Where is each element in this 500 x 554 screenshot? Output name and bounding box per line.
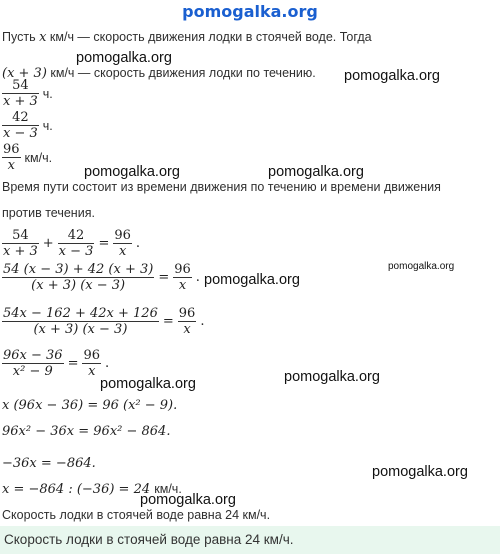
time-downstream-fraction	[2, 78, 39, 109]
equation-3	[2, 306, 204, 337]
watermark: pomogalka.org	[372, 464, 468, 480]
equation-5: x (96x − 36) = 96 (x² − 9).	[2, 398, 178, 413]
watermark: pomogalka.org	[204, 272, 300, 288]
intro-pre: Пусть	[2, 30, 36, 44]
equation-2	[2, 262, 200, 293]
fraction-result	[113, 228, 132, 259]
fraction-b	[58, 228, 95, 259]
answer-text: Скорость лодки в стоячей воде равна 24 км/ч.	[4, 532, 294, 547]
time-upstream-fraction	[2, 110, 39, 141]
intro-line	[2, 30, 372, 45]
fraction-numerator: 96	[178, 306, 196, 321]
fraction-result	[173, 262, 192, 293]
fraction-denominator: x	[183, 322, 191, 337]
fraction-numerator: 96	[83, 348, 101, 363]
fraction-numerator: 54 (x − 3) + 42 (x + 3)	[3, 262, 154, 277]
fraction-denominator: (x + 3) (x − 3)	[33, 322, 128, 337]
watermark: pomogalka.org	[344, 68, 440, 84]
intro-post: км/ч — скорость движения лодки в стоячей воде. Тогда	[49, 30, 372, 44]
fraction-expanded	[2, 306, 159, 337]
watermark: pomogalka.org	[100, 376, 196, 392]
fraction-result	[178, 306, 197, 337]
fraction-denominator: x − 3	[3, 126, 38, 141]
equation-4	[2, 348, 109, 379]
equals-sign: =	[98, 236, 110, 251]
intro-var: x	[39, 30, 47, 45]
time-downstream	[2, 78, 53, 109]
watermark: pomogalka.org	[268, 164, 364, 180]
fraction-simplified	[2, 348, 64, 379]
fraction-numerator: 54x − 162 + 42x + 126	[3, 306, 158, 321]
watermark: pomogalka.org	[388, 261, 455, 272]
fraction-numerator: 96	[3, 142, 20, 157]
watermark: pomogalka.org	[76, 50, 172, 66]
time-unit: км/ч.	[24, 150, 53, 165]
fraction-numerator: 42	[58, 228, 95, 244]
fraction-denominator: x + 3	[3, 94, 38, 109]
equation-8-expr: x = −864 : (−36) = 24	[2, 482, 151, 497]
equation-1	[2, 228, 140, 259]
fraction-numerator: 54	[2, 228, 39, 244]
fraction-denominator: x	[118, 244, 127, 259]
period: .	[105, 356, 110, 371]
fraction-combined	[2, 262, 154, 293]
downstream-text: км/ч — скорость движения лодки по течению.	[50, 66, 316, 80]
time-unit: ч.	[42, 86, 53, 101]
period: .	[135, 236, 141, 251]
fraction-denominator: x² − 9	[12, 364, 53, 379]
equals-sign: =	[158, 270, 170, 285]
period: .	[195, 270, 200, 285]
fraction-denominator: x	[88, 364, 96, 379]
equation-7: −36x = −864.	[2, 456, 96, 471]
fraction-denominator: x	[7, 158, 15, 173]
equation-8-unit: км/ч.	[154, 482, 182, 496]
equals-sign: =	[162, 314, 174, 329]
fraction-denominator: x	[178, 278, 187, 293]
equation-6: 96x² − 36x = 96x² − 864.	[2, 424, 171, 439]
time-still	[2, 142, 52, 173]
downstream-expr: (x + 3)	[2, 66, 47, 81]
sentence-line-1: Время пути состоит из времени движения по течению и времени движения	[2, 180, 441, 194]
fraction-denominator: (x + 3) (x − 3)	[31, 278, 126, 293]
site-brand: pomogalka.org	[182, 2, 318, 21]
fraction-numerator: 54	[2, 78, 39, 94]
fraction-numerator: 96	[114, 228, 131, 243]
equals-sign: =	[67, 356, 79, 371]
fraction-denominator: x − 3	[58, 244, 94, 259]
conclusion: Скорость лодки в стоячей воде равна 24 км/ч.	[2, 508, 271, 522]
sentence-line-2: против течения.	[2, 206, 95, 220]
fraction-result	[82, 348, 101, 379]
time-upstream	[2, 110, 53, 141]
fraction-numerator: 96x − 36	[3, 348, 63, 363]
time-unit: ч.	[42, 118, 53, 133]
watermark: pomogalka.org	[284, 369, 380, 385]
watermark: pomogalka.org	[140, 492, 236, 508]
time-still-fraction	[2, 142, 21, 173]
fraction-numerator: 96	[174, 262, 191, 277]
watermark: pomogalka.org	[84, 164, 180, 180]
fraction-denominator: x + 3	[3, 244, 38, 259]
fraction-a	[2, 228, 39, 259]
fraction-numerator: 42	[2, 110, 39, 126]
plus-sign: +	[42, 236, 54, 251]
period: .	[200, 314, 205, 329]
